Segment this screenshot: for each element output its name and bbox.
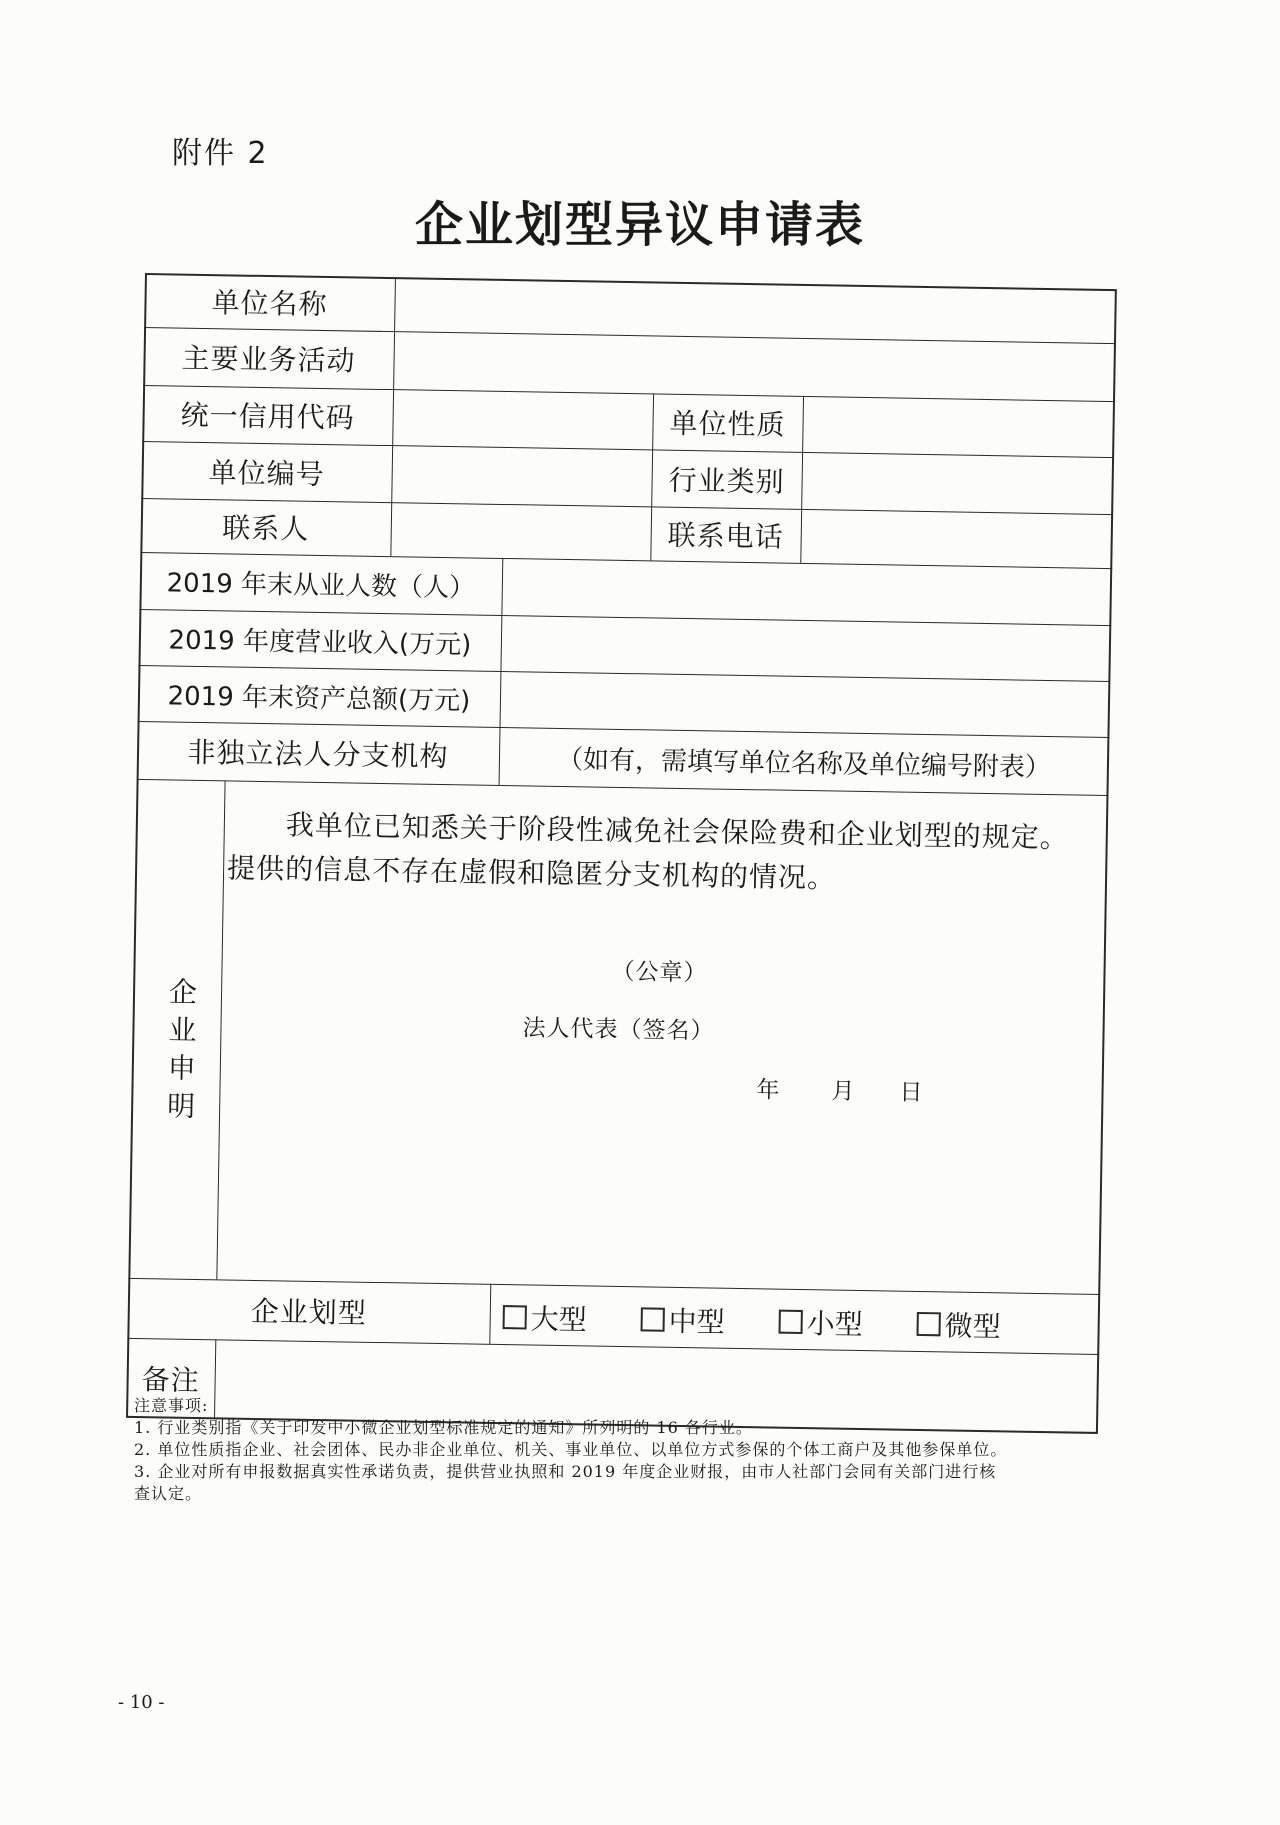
option-label: 中型 [668,1304,725,1339]
unit-number-label: 单位编号 [208,455,325,491]
note-item: 1. 行业类别指《关于印发中小微企业划型标准规定的通知》所列明的 16 各行业。 [134,1418,753,1437]
declaration-label [161,973,204,1126]
unit-nature-label: 单位性质 [669,406,786,442]
notes-heading: 注意事项: [134,1396,209,1415]
seal-label: （公章） [611,958,708,987]
date-year: 年 [756,1077,781,1104]
main-business-label: 主要业务活动 [181,341,356,378]
declaration-char: 申 [167,1051,197,1085]
revenue-label: 2019 年度营业收入(万元) [168,624,472,660]
checkbox-icon[interactable] [779,1310,803,1334]
notes [134,1395,1134,1505]
note-item: 查认定。 [134,1484,203,1503]
option-label: 小型 [806,1307,863,1342]
assets-label: 2019 年末资产总额(万元) [167,680,471,716]
checkbox-icon[interactable] [503,1305,527,1329]
declaration-char: 企 [168,975,198,1009]
branches-label: 非独立法人分支机构 [187,735,449,774]
form-title: 企业划型异议申请表 [414,197,865,253]
declaration-char: 业 [168,1013,197,1047]
date-month: 月 [831,1078,856,1105]
attachment-label: 附件 2 [172,136,269,171]
legal-rep-label: 法人代表（签名） [522,1015,715,1045]
credit-code-label: 统一信用代码 [180,398,355,435]
note-item: 3. 企业对所有申报数据真实性承诺负责，提供营业执照和 2019 年度企业财报，由市人社部门会同有关部门进行核 [134,1462,997,1481]
contact-label: 联系人 [221,511,310,546]
option-label: 大型 [530,1302,587,1337]
industry-label: 行业类别 [668,463,785,499]
option-medium[interactable] [640,1299,779,1341]
option-label: 微型 [944,1309,1001,1344]
option-small[interactable] [778,1302,917,1344]
employees-label: 2019 年末从业人数（人） [166,568,476,604]
option-large[interactable] [502,1297,641,1339]
page-number: - 10 - [118,1692,165,1713]
phone-label: 联系电话 [667,518,784,554]
declaration-text: 我单位已知悉关于阶段性减免社会保险费和企业划型的规定。提供的信息不存在虚假和隐匿分支机构的情况。 [226,808,1070,895]
classification-label: 企业划型 [250,1294,368,1330]
checkbox-icon[interactable] [916,1312,940,1336]
date-day: 日 [899,1079,924,1107]
option-micro[interactable] [916,1304,1055,1346]
application-form [126,273,1117,1434]
declaration-char: 明 [166,1089,196,1123]
note-item: 2. 单位性质指企业、社会团体、民办非企业单位、机关、事业单位、以单位方式参保的个体工商户及其他参保单位。 [134,1440,1008,1459]
branches-hint: （如有，需填写单位名称及单位编号附表） [556,744,1052,783]
remarks-label: 备注 [141,1363,200,1398]
unit-name-label: 单位名称 [211,286,328,322]
checkbox-icon[interactable] [641,1307,665,1331]
